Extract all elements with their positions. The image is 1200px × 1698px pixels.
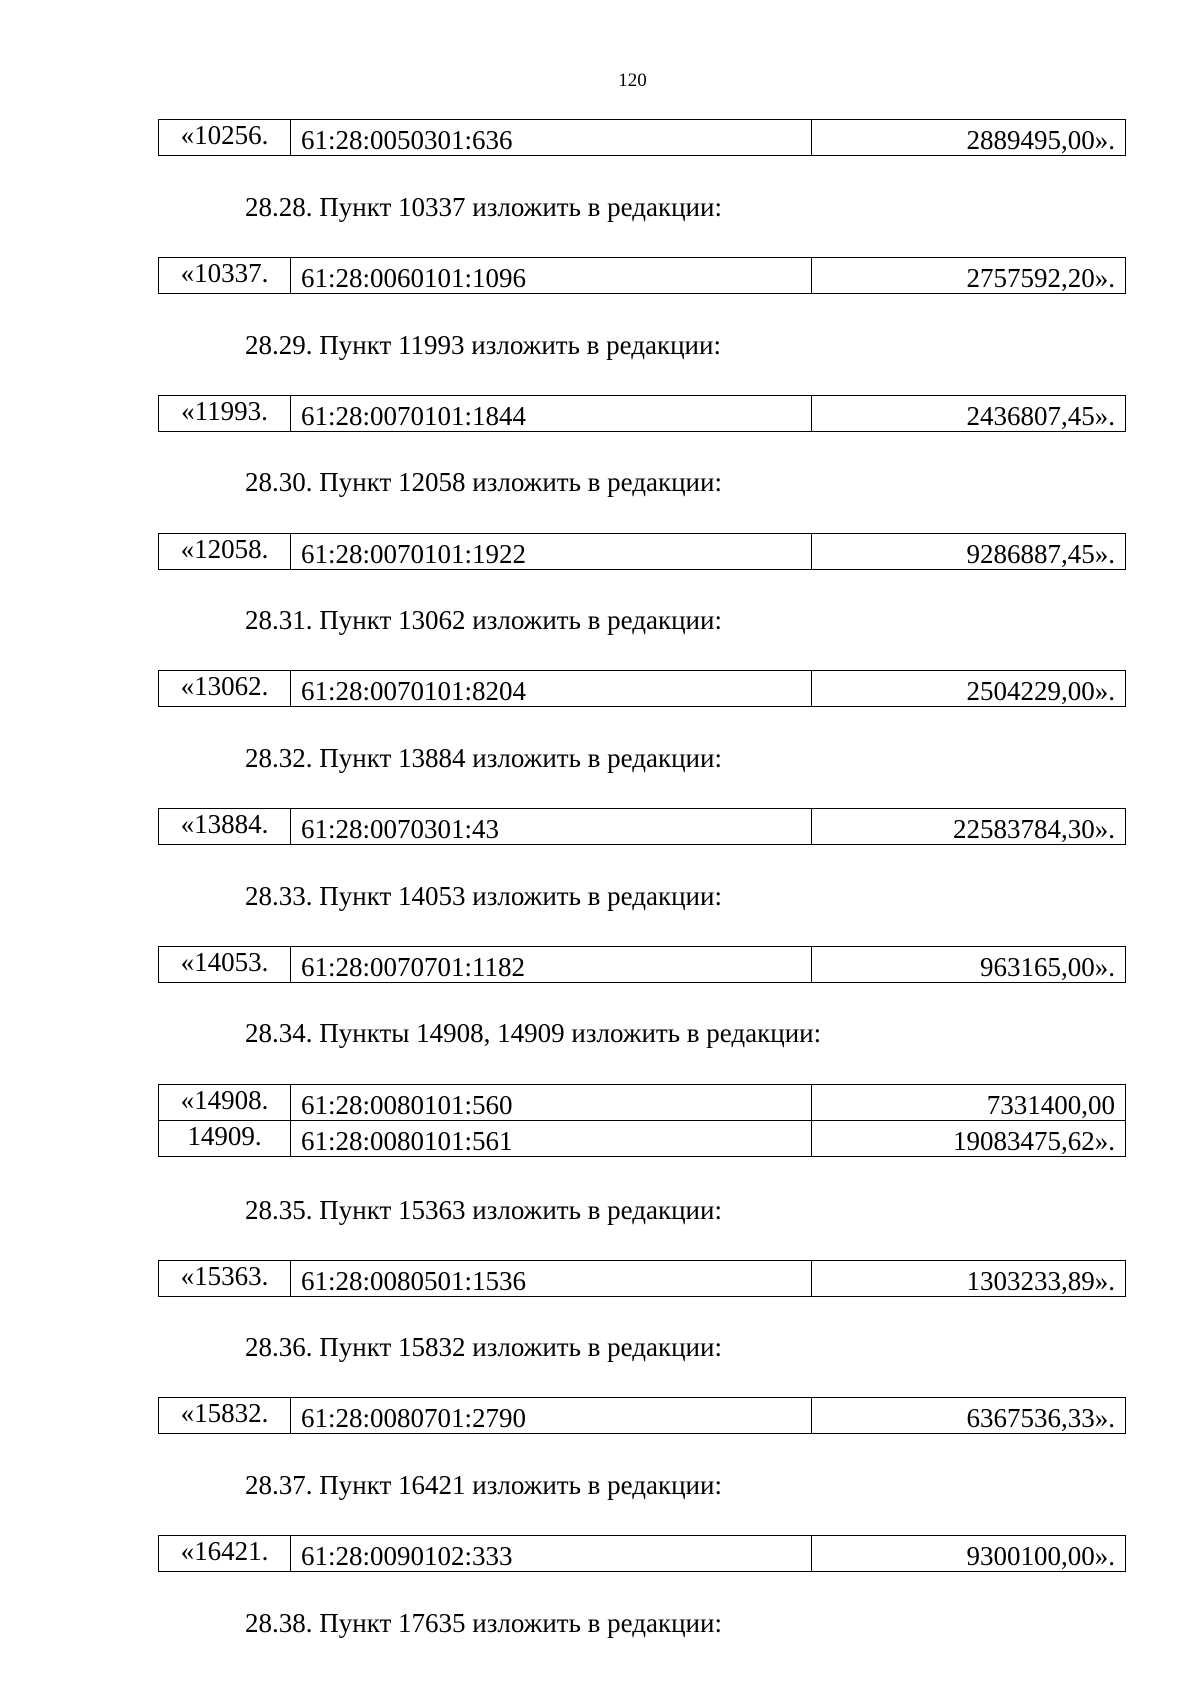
cadastral-value: 9286887,45». (812, 534, 1126, 570)
cadastral-number: 61:28:0080101:561 (291, 1121, 812, 1157)
cadastral-number: 61:28:0070301:43 (291, 809, 812, 845)
amendment-table (158, 533, 1126, 570)
item-number: «14908. (159, 1085, 291, 1121)
amendment-paragraph: 28.29. Пункт 11993 изложить в редакции: (245, 330, 721, 360)
amendment-table (158, 395, 1126, 432)
amendment-paragraph: 28.33. Пункт 14053 изложить в редакции: (245, 881, 722, 911)
item-number: «12058. (159, 534, 291, 570)
cadastral-number: 61:28:0070101:1922 (291, 534, 812, 570)
item-number: «15363. (159, 1261, 291, 1297)
table-row (159, 1085, 1126, 1121)
amendment-paragraph: 28.30. Пункт 12058 изложить в редакции: (245, 467, 722, 497)
cadastral-number: 61:28:0070101:1844 (291, 396, 812, 432)
amendment-table (158, 1260, 1126, 1297)
amendment-table (158, 1535, 1126, 1572)
cadastral-value: 19083475,62». (812, 1121, 1126, 1157)
amendment-paragraph: 28.31. Пункт 13062 изложить в редакции: (245, 605, 722, 635)
item-number: «10337. (159, 258, 291, 294)
amendment-table (158, 1397, 1126, 1434)
cadastral-number: 61:28:0080501:1536 (291, 1261, 812, 1297)
table-row (159, 1121, 1126, 1157)
cadastral-value: 2504229,00». (812, 671, 1126, 707)
cadastral-number: 61:28:0090102:333 (291, 1536, 812, 1572)
amendment-paragraph: 28.34. Пункты 14908, 14909 изложить в редакции: (245, 1018, 822, 1048)
page-number: 120 (618, 70, 647, 91)
item-number: «14053. (159, 947, 291, 983)
amendment-paragraph: 28.36. Пункт 15832 изложить в редакции: (245, 1332, 722, 1362)
cadastral-value: 963165,00». (812, 947, 1126, 983)
cadastral-number: 61:28:0060101:1096 (291, 258, 812, 294)
item-number: «13062. (159, 671, 291, 707)
item-number: «11993. (159, 396, 291, 432)
table-row (159, 1398, 1126, 1434)
amendment-paragraph: 28.38. Пункт 17635 изложить в редакции: (245, 1608, 722, 1638)
item-number: «10256. (159, 120, 291, 156)
amendment-paragraph: 28.35. Пункт 15363 изложить в редакции: (245, 1195, 722, 1225)
cadastral-value: 6367536,33». (812, 1398, 1126, 1434)
table-row (159, 396, 1126, 432)
amendment-table (158, 257, 1126, 294)
amendment-table (158, 946, 1126, 983)
cadastral-value: 22583784,30». (812, 809, 1126, 845)
table-row (159, 947, 1126, 983)
table-row (159, 809, 1126, 845)
table-row (159, 1261, 1126, 1297)
cadastral-number: 61:28:0050301:636 (291, 120, 812, 156)
amendment-table (158, 808, 1126, 845)
table-row (159, 534, 1126, 570)
table-row (159, 120, 1126, 156)
cadastral-value: 2889495,00». (812, 120, 1126, 156)
cadastral-number: 61:28:0080101:560 (291, 1085, 812, 1121)
amendment-table (158, 1084, 1126, 1157)
table-row (159, 671, 1126, 707)
table-row (159, 1536, 1126, 1572)
cadastral-number: 61:28:0080701:2790 (291, 1398, 812, 1434)
item-number: «13884. (159, 809, 291, 845)
table-row (159, 258, 1126, 294)
item-number: 14909. (159, 1121, 291, 1157)
cadastral-number: 61:28:0070701:1182 (291, 947, 812, 983)
cadastral-value: 2436807,45». (812, 396, 1126, 432)
amendment-paragraph: 28.37. Пункт 16421 изложить в редакции: (245, 1470, 722, 1500)
amendment-paragraph: 28.32. Пункт 13884 изложить в редакции: (245, 743, 722, 773)
item-number: «15832. (159, 1398, 291, 1434)
amendment-paragraph: 28.28. Пункт 10337 изложить в редакции: (245, 192, 722, 222)
cadastral-number: 61:28:0070101:8204 (291, 671, 812, 707)
cadastral-value: 9300100,00». (812, 1536, 1126, 1572)
amendment-table (158, 670, 1126, 707)
item-number: «16421. (159, 1536, 291, 1572)
cadastral-value: 2757592,20». (812, 258, 1126, 294)
cadastral-value: 7331400,00 (812, 1085, 1126, 1121)
cadastral-value: 1303233,89». (812, 1261, 1126, 1297)
amendment-table (158, 119, 1126, 156)
